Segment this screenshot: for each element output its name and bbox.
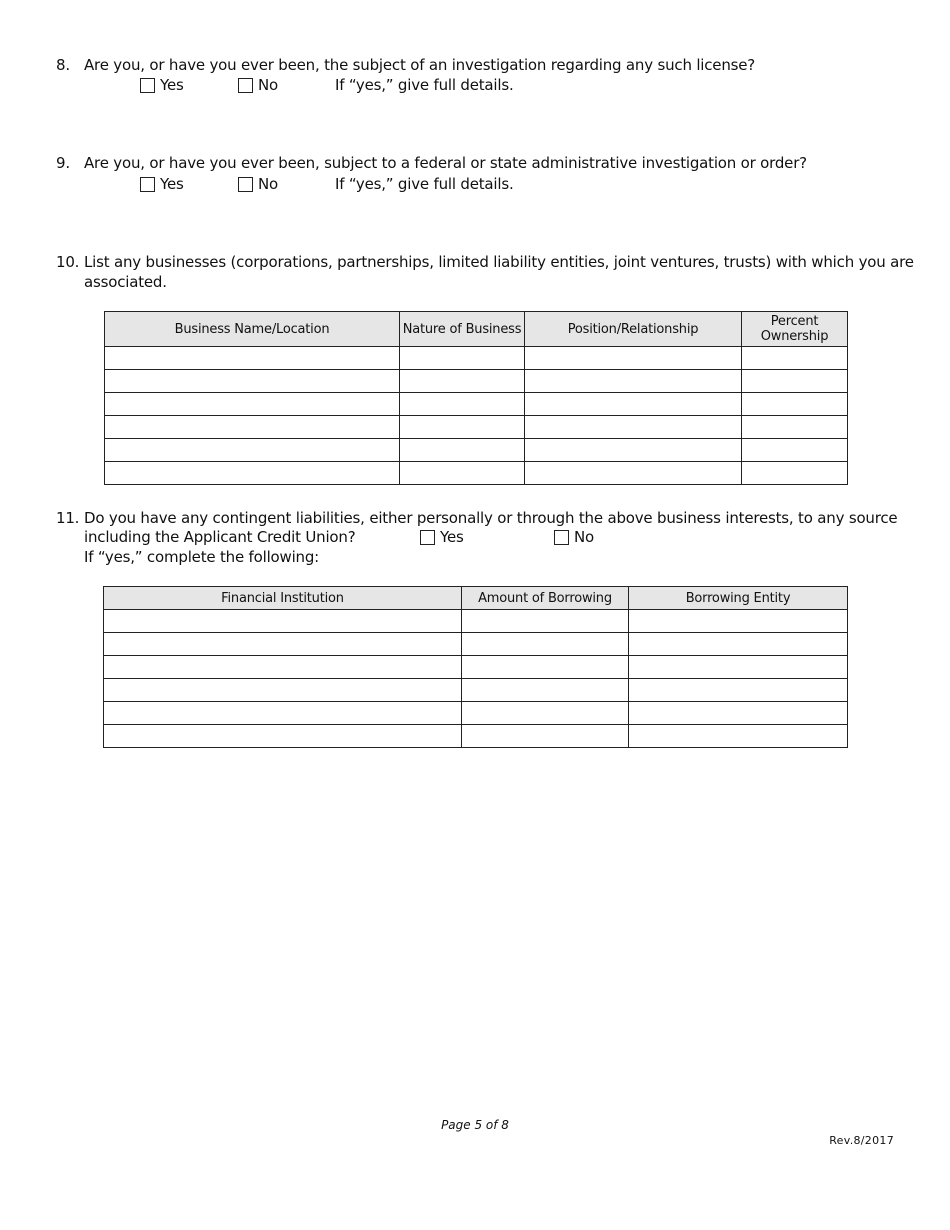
table-row: [105, 462, 848, 485]
table-row: [104, 610, 848, 633]
liability-entry-cell[interactable]: [629, 725, 848, 748]
yes-label: Yes: [160, 175, 184, 193]
business-entry-cell[interactable]: [742, 347, 848, 370]
table-row: [104, 725, 848, 748]
liability-entry-cell[interactable]: [629, 702, 848, 725]
liability-entry-cell[interactable]: [629, 633, 848, 656]
business-entry-cell[interactable]: [525, 462, 742, 485]
table-row: [104, 702, 848, 725]
q11-no-checkbox[interactable]: [554, 530, 569, 545]
question-number: 8.: [56, 56, 70, 74]
q9-yes-checkbox[interactable]: [140, 177, 155, 192]
liabilities-table-body: [104, 610, 848, 748]
q8-no-option[interactable]: [238, 75, 278, 95]
q11-no-option[interactable]: [554, 527, 594, 547]
liabilities-table: [103, 586, 848, 748]
liability-entry-cell[interactable]: [462, 656, 629, 679]
revision-label: Rev.8/2017: [829, 1134, 894, 1147]
business-entry-cell[interactable]: [742, 416, 848, 439]
business-entry-cell[interactable]: [525, 347, 742, 370]
liability-entry-cell[interactable]: [629, 610, 848, 633]
business-entry-cell[interactable]: [742, 462, 848, 485]
business-entry-cell[interactable]: [400, 462, 525, 485]
no-label: No: [574, 528, 594, 546]
table-header-row: [105, 312, 848, 347]
yes-label: Yes: [160, 76, 184, 94]
q8-instruction: If “yes,” give full details.: [335, 76, 514, 94]
question-text: Are you, or have you ever been, the subject of an investigation regarding any such license?: [84, 56, 756, 74]
business-entry-cell[interactable]: [105, 370, 400, 393]
business-entry-cell[interactable]: [742, 370, 848, 393]
businesses-table-body: [105, 347, 848, 485]
liability-entry-cell[interactable]: [629, 679, 848, 702]
business-entry-cell[interactable]: [105, 393, 400, 416]
business-entry-cell[interactable]: [400, 393, 525, 416]
question-text-line2: associated.: [84, 273, 167, 291]
page-number: Page 5 of 8: [441, 1118, 509, 1132]
header-nature-of-business: Nature of Business: [400, 312, 525, 347]
business-entry-cell[interactable]: [525, 370, 742, 393]
liability-entry-cell[interactable]: [629, 656, 848, 679]
q9-no-option[interactable]: [238, 174, 278, 194]
q9-no-checkbox[interactable]: [238, 177, 253, 192]
q9-yes-option[interactable]: [140, 174, 184, 194]
business-entry-cell[interactable]: [400, 347, 525, 370]
liability-entry-cell[interactable]: [462, 679, 629, 702]
q8-yes-option[interactable]: [140, 75, 184, 95]
business-entry-cell[interactable]: [400, 370, 525, 393]
header-amount-of-borrowing: Amount of Borrowing: [462, 587, 629, 610]
liability-entry-cell[interactable]: [462, 610, 629, 633]
business-entry-cell[interactable]: [525, 393, 742, 416]
business-entry-cell[interactable]: [742, 393, 848, 416]
business-entry-cell[interactable]: [525, 416, 742, 439]
business-entry-cell[interactable]: [400, 439, 525, 462]
question-number: 10.: [56, 253, 80, 271]
business-entry-cell[interactable]: [400, 416, 525, 439]
table-row: [104, 679, 848, 702]
header-position-relationship: Position/Relationship: [525, 312, 742, 347]
liability-entry-cell[interactable]: [104, 679, 462, 702]
table-row: [104, 633, 848, 656]
liability-entry-cell[interactable]: [104, 610, 462, 633]
question-text-line1: Do you have any contingent liabilities, either personally or through the above business interests, to any source: [84, 509, 898, 527]
business-entry-cell[interactable]: [105, 347, 400, 370]
question-number: 9.: [56, 154, 70, 172]
table-row: [105, 416, 848, 439]
header-business-name-location: Business Name/Location: [105, 312, 400, 347]
liability-entry-cell[interactable]: [462, 633, 629, 656]
business-entry-cell[interactable]: [742, 439, 848, 462]
liability-entry-cell[interactable]: [104, 725, 462, 748]
no-label: No: [258, 175, 278, 193]
table-row: [105, 393, 848, 416]
question-text-line3: If “yes,” complete the following:: [84, 548, 320, 566]
table-row: [104, 656, 848, 679]
q9-options: [0, 174, 950, 194]
q11-yes-checkbox[interactable]: [420, 530, 435, 545]
liability-entry-cell[interactable]: [104, 656, 462, 679]
q8-no-checkbox[interactable]: [238, 78, 253, 93]
liability-entry-cell[interactable]: [462, 725, 629, 748]
liability-entry-cell[interactable]: [104, 702, 462, 725]
liability-entry-cell[interactable]: [104, 633, 462, 656]
business-entry-cell[interactable]: [105, 439, 400, 462]
question-text-line2: including the Applicant Credit Union?: [84, 528, 356, 546]
businesses-table: [104, 311, 848, 485]
header-borrowing-entity: Borrowing Entity: [629, 587, 848, 610]
q8-options: [0, 75, 950, 95]
question-text: Are you, or have you ever been, subject to a federal or state administrative investigation or order?: [84, 154, 807, 172]
q11-yes-option[interactable]: [420, 527, 464, 547]
liability-entry-cell[interactable]: [462, 702, 629, 725]
header-percent-ownership: Percent Ownership: [742, 312, 848, 347]
table-row: [105, 439, 848, 462]
business-entry-cell[interactable]: [105, 462, 400, 485]
q11-options: [0, 527, 950, 547]
table-header-row: [104, 587, 848, 610]
table-row: [105, 370, 848, 393]
no-label: No: [258, 76, 278, 94]
question-number: 11.: [56, 509, 80, 527]
q8-yes-checkbox[interactable]: [140, 78, 155, 93]
q9-instruction: If “yes,” give full details.: [335, 175, 514, 193]
question-text-line1: List any businesses (corporations, partnerships, limited liability entities, joint ventures, trusts) with which you are: [84, 253, 914, 271]
business-entry-cell[interactable]: [105, 416, 400, 439]
yes-label: Yes: [440, 528, 464, 546]
table-row: [105, 347, 848, 370]
header-financial-institution: Financial Institution: [104, 587, 462, 610]
business-entry-cell[interactable]: [525, 439, 742, 462]
